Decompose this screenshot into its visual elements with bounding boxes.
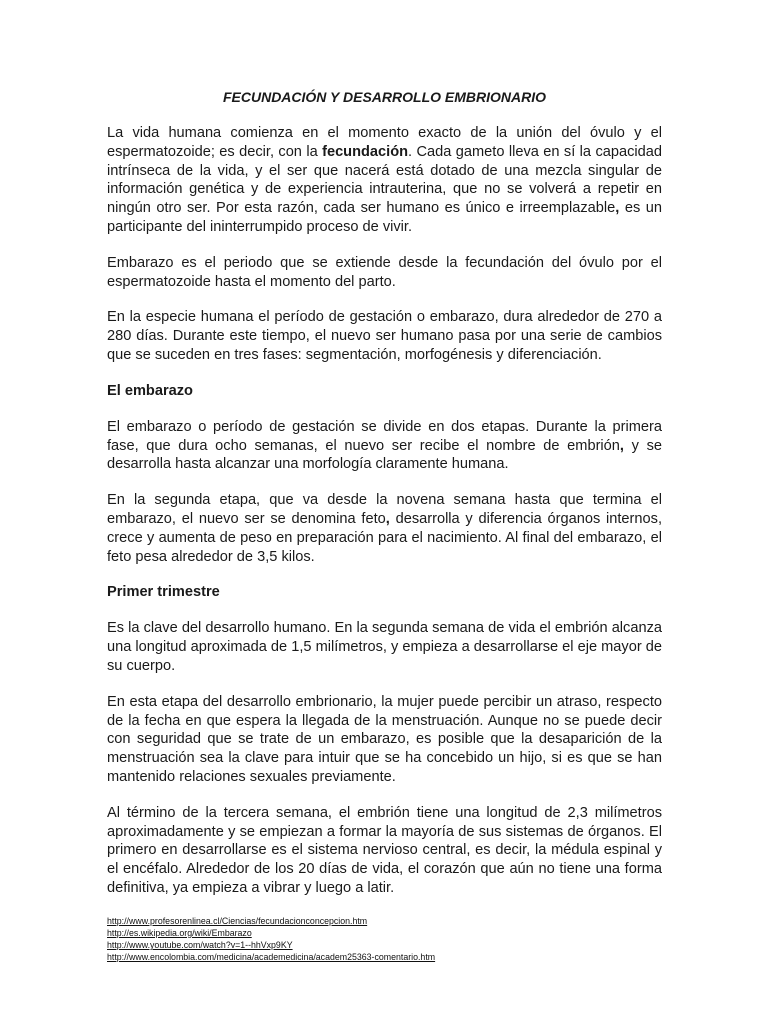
paragraph-intro-text-b: . Cada gameto lleva en sí la capacidad intrínseca de la vida, y el ser que nacerá está dotado de una mezcla singular de información genética y de experiencia intrauterina, que no se volverá a repetir en ningún otro ser. Por esta razón, cada ser humano es único e irreemplazable <box>107 143 662 217</box>
paragraph-first-stage-text-a: El embarazo o período de gestación se divide en dos etapas. Durante la primera fase, que dura ocho semanas, el nuevo ser recibe el nombre de embrión <box>107 418 662 454</box>
reference-link[interactable]: http://es.wikipedia.org/wiki/Embarazo <box>107 927 252 938</box>
bold-comma: , <box>615 200 620 217</box>
paragraph-key-development: Es la clave del desarrollo humano. En la segunda semana de vida el embrión alcanza una longitud aproximada de 1,5 milímetros, y empieza a desarrollarse el eje mayor de su cuerpo. <box>107 620 662 674</box>
paragraph-second-stage <box>107 491 662 566</box>
bold-comma: , <box>385 510 390 527</box>
fecundacion-bold: fecundación <box>322 143 409 160</box>
reference-link[interactable]: http://www.profesorenlinea.cl/Ciencias/fecundacionconcepcion.htm <box>107 915 368 926</box>
document-title: FECUNDACIÓN Y DESARROLLO EMBRIONARIO <box>222 89 547 105</box>
paragraph-first-stage <box>107 418 662 474</box>
paragraph-embarazo-definition: Embarazo es el periodo que se extiende desde la fecundación del óvulo por el espermatozoide hasta el momento del parto. <box>107 254 662 290</box>
reference-link[interactable]: http://www.youtube.com/watch?v=1--hhVxp9KY <box>107 940 293 951</box>
heading-el-embarazo: El embarazo <box>107 382 193 399</box>
paragraph-menstruation: En esta etapa del desarrollo embrionario, la mujer puede percibir un atraso, respecto de la fecha en que espera la llegada de la menstruación. Aunque no se puede decir con seguridad que se trate de un embarazo, es posible que la desaparición de la menstruación sea la clave para intuir que se ha concebido un hijo, si es que se han mantenido relaciones sexuales previamente. <box>107 693 662 785</box>
bold-comma: , <box>619 437 624 454</box>
references-list <box>107 915 662 964</box>
paragraph-intro-text-a: La vida humana comienza en el momento exacto de la unión del óvulo y el espermatozoide; es decir, con la <box>107 125 662 160</box>
document-page <box>107 88 662 964</box>
paragraph-intro-text-c: es un participante del ininterrumpido proceso de vivir. <box>107 200 662 235</box>
paragraph-third-week: Al término de la tercera semana, el embrión tiene una longitud de 2,3 milímetros aproximadamente y se empiezan a formar la mayoría de sus sistemas de órganos. El primero en desarrollarse es el sistema nervioso central, es decir, la médula espinal y el encéfalo. Alrededor de los 20 días de vida, el corazón que aún no tiene una forma definitiva, ya empieza a vibrar y luego a latir. <box>107 804 662 896</box>
paragraph-intro <box>107 124 662 237</box>
paragraph-second-stage-text-a: En la segunda etapa, que va desde la novena semana hasta que termina el embarazo, el nuevo ser se denomina feto <box>107 492 662 527</box>
heading-primer-trimestre: Primer trimestre <box>107 584 220 601</box>
paragraph-first-stage-text-b: y se desarrolla hasta alcanzar una morfología claramente humana. <box>107 437 662 473</box>
paragraph-second-stage-text-b: desarrolla y diferencia órganos internos, crece y aumenta de peso en preparación para el nacimiento. Al final del embarazo, el feto pesa alrededor de 3,5 kilos. <box>107 510 662 565</box>
paragraph-gestation-period: En la especie humana el período de gestación o embarazo, dura alrededor de 270 a 280 días. Durante este tiempo, el nuevo ser humano pasa por una serie de cambios que se suceden en tres fases: segmentación, morfogénesis y diferenciación. <box>107 309 662 363</box>
reference-link[interactable]: http://www.encolombia.com/medicina/academedicina/academ25363-comentario.htm <box>107 952 436 963</box>
